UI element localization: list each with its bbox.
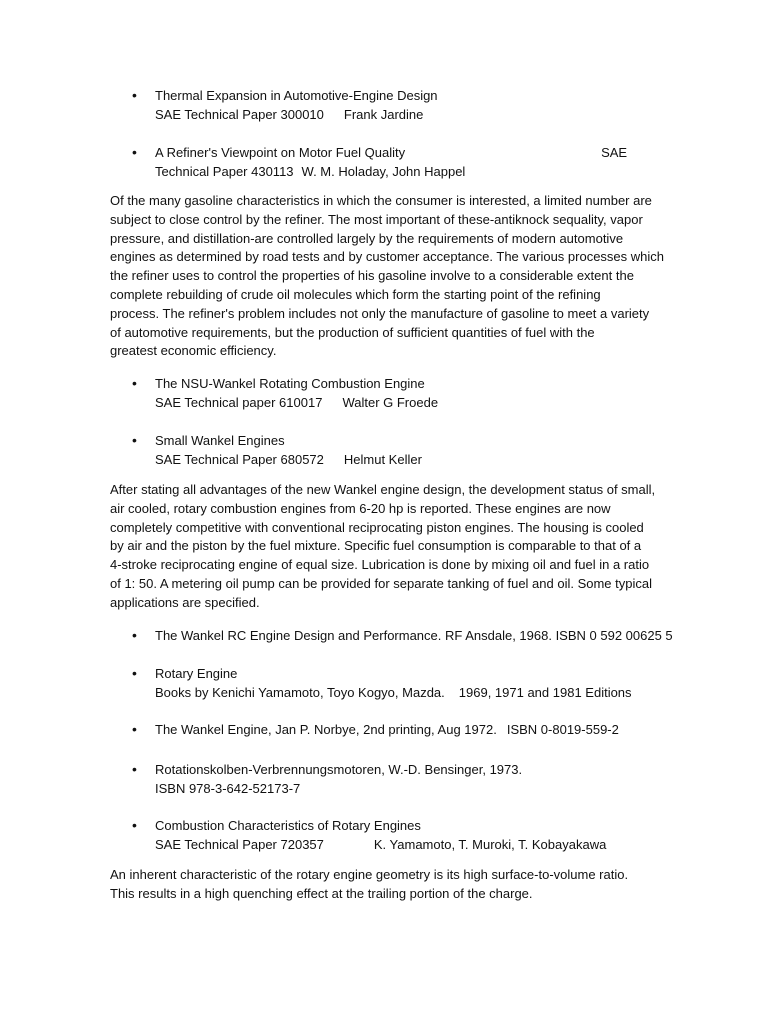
paragraph-line: Of the many gasoline characteristics in which the consumer is interested, a limited number are [110,193,652,208]
paragraph-line: of 1: 50. A metering oil pump can be provided for separate tanking of fuel and oil. Some typical [110,575,652,591]
reference-title: The NSU-Wankel Rotating Combustion Engine [155,376,425,391]
reference-title: Small Wankel Engines [155,433,285,448]
reference-author: Frank Jardine [343,107,424,122]
bullet-icon: • [132,375,137,391]
reference-source: SAE Technical Paper 680572 [155,452,324,467]
paragraph-line: greatest economic efficiency. [110,343,277,359]
bullet-icon: • [132,87,137,103]
reference-source: SAE Technical Paper 720357 [155,837,324,852]
reference-source: Books by Kenichi Yamamoto, Toyo Kogyo, Mazda. [155,685,445,700]
bullet-icon: • [132,817,137,833]
reference-author: Helmut Keller [343,452,422,467]
reference-title: Rotary Engine [155,666,238,681]
reference-author: K. Yamamoto, T. Muroki, T. Kobayakawa [373,837,607,852]
bullet-icon: • [132,144,137,160]
paragraph-line: the refiner uses to control the properties of his gasoline involve to a considerable extent the [110,268,634,284]
reference-isbn: ISBN 978-3-642-52173-7 [155,781,301,796]
reference-title: Rotationskolben-Verbrennungsmotoren, W.-D. Bensinger, 1973. [155,762,523,777]
abstract-paragraph-wankel [110,481,662,613]
bullet-icon: • [132,761,137,777]
paragraph-line: by air and the piston by the fuel mixture. Specific fuel consumption is comparable to that of a [110,538,642,554]
paragraph-line: After stating all advantages of the new Wankel engine design, the development status of small, [110,482,656,497]
paragraph-line: process. The refiner's problem includes not only the manufacture of gasoline to meet a variety [110,305,650,321]
paragraph-line: An inherent characteristic of the rotary engine geometry is its high surface-to-volume ratio. [110,867,629,882]
reference-title: Combustion Characteristics of Rotary Engines [155,818,421,833]
reference-title: A Refiner's Viewpoint on Motor Fuel Quality [155,145,406,160]
reference-source-prefix: SAE [601,145,628,160]
bullet-icon: • [132,721,137,737]
reference-author: Walter G Froede [342,395,439,410]
reference-title: The Wankel RC Engine Design and Performance. RF Ansdale, 1968. ISBN 0 592 00625 5 [155,628,673,643]
reference-title: Thermal Expansion in Automotive-Engine Design [155,88,438,103]
paragraph-line: air cooled, rotary combustion engines from 6-20 hp is reported. These engines are now [110,500,611,516]
bullet-icon: • [132,627,137,643]
paragraph-line: engines as determined by road tests and by customer acceptance. The various processes which [110,249,665,265]
paragraph-line: complete rebuilding of crude oil molecules which form the starting point of the refining [110,286,601,302]
paragraph-line: This results in a high quenching effect at the trailing portion of the charge. [110,885,533,901]
paragraph-line: subject to close control by the refiner. The most important of these-antiknock sequality, vapor [110,211,643,227]
bullet-icon: • [132,665,137,681]
abstract-paragraph-gasoline [110,192,665,361]
reference-title: The Wankel Engine, Jan P. Norbye, 2nd printing, Aug 1972. [155,722,497,737]
abstract-paragraph-rotary-geometry [110,866,662,904]
reference-editions: 1969, 1971 and 1981 Editions [458,685,632,700]
reference-author: W. M. Holaday, John Happel [301,164,466,179]
paragraph-line: applications are specified. [110,594,260,610]
reference-isbn: ISBN 0-8019-559-2 [506,722,619,737]
reference-source: SAE Technical Paper 300010 [155,107,324,122]
bullet-icon: • [132,432,137,448]
reference-source: Technical Paper 430113 [155,164,294,179]
paragraph-line: completely competitive with conventional reciprocating piston engines. The housing is cooled [110,519,644,535]
reference-source: SAE Technical paper 610017 [155,395,323,410]
paragraph-line: pressure, and distillation-are controlled largely by the requirements of modern automotive [110,230,624,246]
paragraph-line: of automotive requirements, but the production of sufficient quantities of fuel with the [110,324,595,340]
paragraph-line: 4-stroke reciprocating engine of equal size. Lubrication is done by mixing oil and fuel in a ratio [110,557,650,573]
